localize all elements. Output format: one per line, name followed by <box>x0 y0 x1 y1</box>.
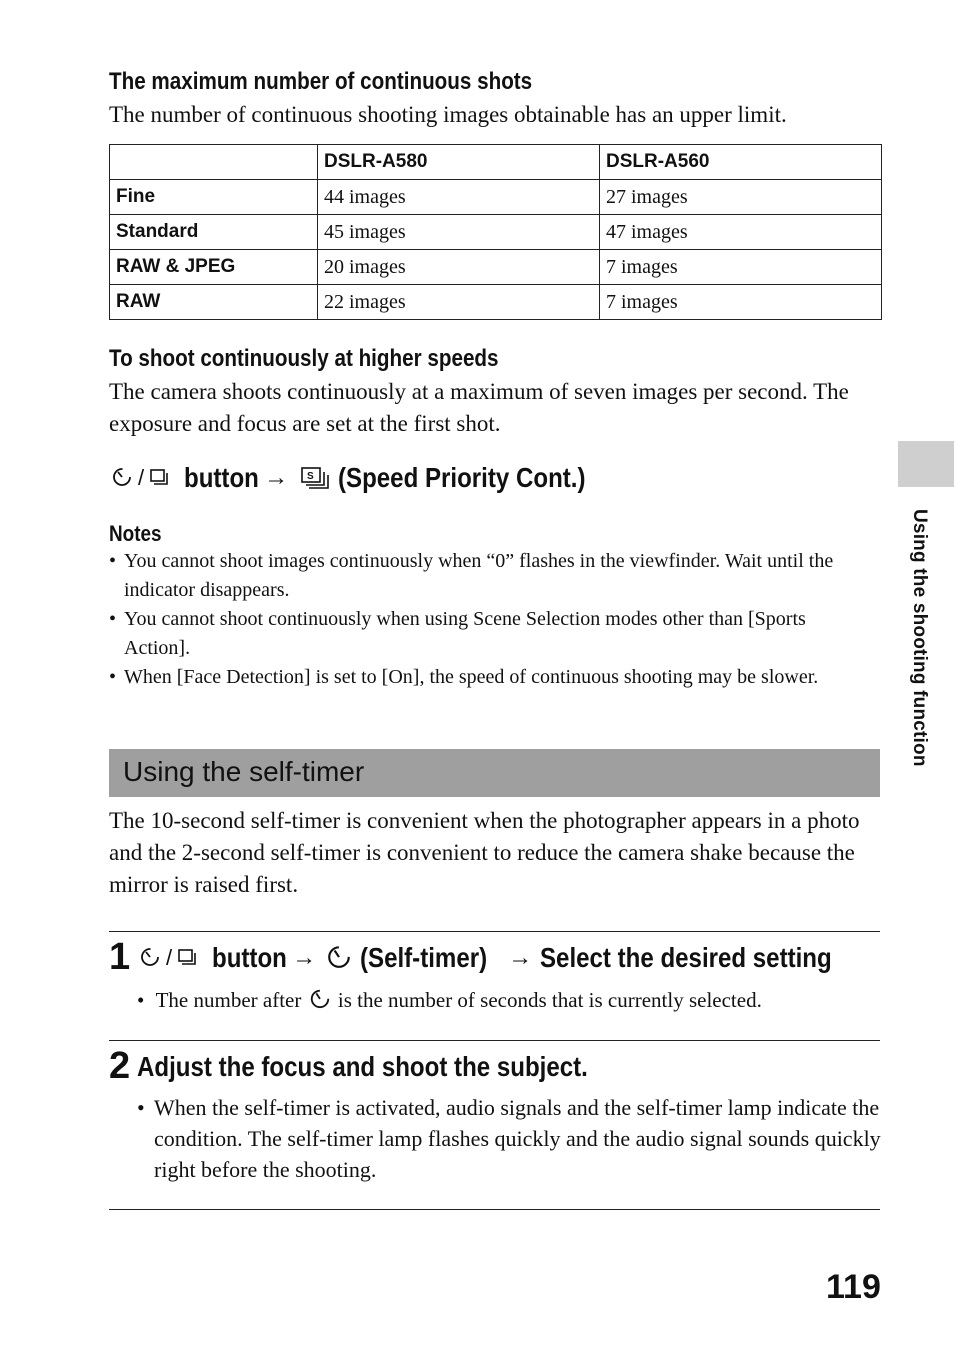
arrow-icon: → <box>508 944 533 971</box>
list-item: • When [Face Detection] is set to [On], the speed of continuous shooting may be slower. <box>109 663 854 692</box>
step-number: 1 <box>109 936 131 978</box>
section-title-bar <box>109 749 880 797</box>
step-divider <box>109 931 880 932</box>
arrow-icon: → <box>264 464 289 491</box>
step-2-note-text: When the self-timer is activated, audio signals and the self-timer lamp indicate the condition. The self-timer lamp flashes quickly and the audio signal sounds quickly right before the shooting. <box>154 1095 881 1182</box>
step-1-note: • The number after is the number of seconds that is currently selected. <box>137 984 762 1018</box>
notes-heading: Notes <box>109 521 162 546</box>
notes-list <box>109 547 854 692</box>
table-row-label: RAW <box>110 285 318 320</box>
speed-priority-label: (Speed Priority Cont.) <box>338 462 586 493</box>
chapter-tab <box>898 441 954 487</box>
list-item: • You cannot shoot continuously when using Scene Selection modes other than [Sports Action]. <box>109 605 854 663</box>
drive-mode-icon <box>176 944 200 973</box>
list-item: • You cannot shoot images continuously when “0” flashes in the viewfinder. Wait until the indicator disappears. <box>109 547 854 605</box>
table-row-label: RAW & JPEG <box>110 250 318 285</box>
table-cell: 20 images <box>318 250 600 285</box>
speed-priority-instruction: / button → S (Speed Priority Cont.) <box>110 462 626 498</box>
drive-mode-icon <box>148 464 172 493</box>
table-cell: 47 images <box>600 215 882 250</box>
table-cell: 7 images <box>600 285 882 320</box>
step-2-title: Adjust the focus and shoot the subject. <box>137 1051 588 1082</box>
step-number: 2 <box>109 1045 131 1087</box>
continuous-shots-heading: The maximum number of continuous shots <box>109 68 533 95</box>
self-timer-intro: The 10-second self-timer is convenient when the photographer appears in a photo and the 2-second self-timer is convenient to reduce the camera shake because the mirror is raised first. <box>109 808 860 897</box>
table-row-label: Fine <box>110 180 318 215</box>
higher-speed-heading: To shoot continuously at higher speeds <box>109 345 499 372</box>
table-header-cell <box>110 145 318 180</box>
table-row <box>110 215 882 250</box>
arrow-icon: → <box>292 944 317 971</box>
button-label: button <box>184 462 259 493</box>
table-cell: 7 images <box>600 250 882 285</box>
table-cell: 45 images <box>318 215 600 250</box>
table-row <box>110 180 882 215</box>
step-divider <box>109 1040 880 1041</box>
step-1-action: Select the desired setting <box>540 942 832 973</box>
self-timer-mode-label: (Self-timer) <box>360 942 488 973</box>
table-row <box>110 250 882 285</box>
self-timer-icon <box>309 986 331 1018</box>
self-timer-icon <box>326 943 352 974</box>
table-cell: 22 images <box>318 285 600 320</box>
step-1-note-post: is the number of seconds that is currently selected. <box>337 988 762 1012</box>
step-1-instruction: / button → (Self-timer) → Select the desired setting <box>138 942 879 978</box>
table-cell: 44 images <box>318 180 600 215</box>
table-row <box>110 285 882 320</box>
self-timer-icon <box>138 944 162 973</box>
table-cell: 27 images <box>600 180 882 215</box>
speed-priority-icon <box>300 463 330 494</box>
chapter-tab-label: Using the shooting function <box>909 509 930 767</box>
step-1-note-pre: The number after <box>155 988 302 1012</box>
table-row-label: Standard <box>110 215 318 250</box>
page-number: 119 <box>826 1268 881 1306</box>
table-header-cell: DSLR-A560 <box>600 145 882 180</box>
section-end-divider <box>109 1209 880 1210</box>
section-title: Using the self-timer <box>123 756 365 787</box>
higher-speed-text: The camera shoots continuously at a maximum of seven images per second. The exposure and focus are set at the first shot. <box>109 379 849 436</box>
step-2-note: • When the self-timer is activated, audio signals and the self-timer lamp indicate the condition. The self-timer lamp flashes quickly and the audio signal sounds quickly right before the shooting. <box>137 1095 881 1182</box>
self-timer-icon <box>110 464 134 493</box>
continuous-shots-intro: The number of continuous shooting images obtainable has an upper limit. <box>109 102 787 127</box>
table-header-cell: DSLR-A580 <box>318 145 600 180</box>
button-label: button <box>212 942 287 973</box>
table-header-row <box>110 145 882 180</box>
svg-text:S: S <box>307 470 314 482</box>
continuous-shots-table <box>109 144 882 320</box>
